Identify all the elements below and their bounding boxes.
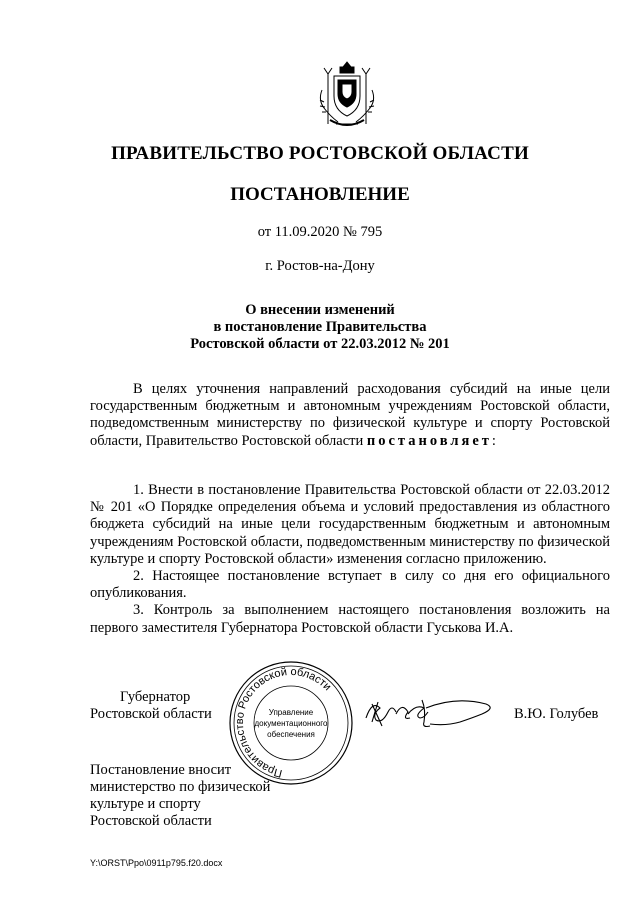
seal-inner-line: обеспечения: [267, 730, 315, 739]
government-name: ПРАВИТЕЛЬСТВО РОСТОВСКОЙ ОБЛАСТИ: [111, 143, 529, 164]
introducer-line: Постановление вносит: [90, 762, 232, 778]
document-type: ПОСТАНОВЛЕНИЕ: [230, 184, 410, 205]
subject-line: в постановление Правительства: [213, 319, 427, 335]
resolution-item: 1. Внести в постановление Правительства Ростовской области от 22.03.2012 № 201 «О Порядке определения объема и условий предоставления из областного бюджета субсидий на иные цели государственным бюджетным и автономным учреждениям Ростовской области, подведомственным министерству по физической культуре и спорту Ростовской области» изменения согласно приложению.: [90, 482, 610, 567]
handwritten-signature: [362, 692, 498, 732]
resolution-item: 3. Контроль за выполнением настоящего постановления возложить на первого заместителя Губернатора Ростовской области Гуськова И.А.: [90, 602, 610, 636]
signer-name: В.Ю. Голубев: [514, 706, 599, 722]
resolution-item: 2. Настоящее постановление вступает в силу со дня его официального опубликования.: [90, 568, 610, 602]
introducer: [90, 762, 270, 830]
seal-ring-text: Правительство Ростовской области: [233, 665, 334, 780]
introducer-line: Ростовской области: [90, 813, 212, 829]
document-subject: [0, 302, 640, 353]
seal-inner-line: Управление: [268, 708, 314, 717]
introducer-line: культуре и спорту: [90, 796, 201, 812]
resolution-items: [90, 482, 610, 637]
preamble: [90, 381, 610, 450]
preamble-tail: :: [491, 432, 496, 449]
file-path: Y:\ORST\Ppo\0911p795.f20.docx: [90, 858, 223, 868]
subject-line: Ростовской области от 22.03.2012 № 201: [190, 336, 450, 352]
preamble-text: В целях уточнения направлений расходования субсидий на иные цели государственным бюджетным и автономным учреждениям Ростовской области, подведомственным министерству по физической культуре и спорту Ростовской области, Правительство Ростовской области: [90, 381, 610, 449]
signer-position-line2: Ростовской области: [90, 706, 212, 722]
preamble-verb: постановляет: [366, 432, 492, 449]
seal-inner-line: документационного: [254, 719, 328, 728]
introducer-line: министерство по физической: [90, 779, 271, 795]
place: г. Ростов-на-Дону: [265, 258, 375, 274]
subject-line: О внесении изменений: [245, 302, 395, 318]
coat-of-arms-icon: [316, 60, 378, 130]
date-number: от 11.09.2020 № 795: [257, 224, 383, 240]
signer-position-line1: Губернатор: [120, 689, 191, 705]
